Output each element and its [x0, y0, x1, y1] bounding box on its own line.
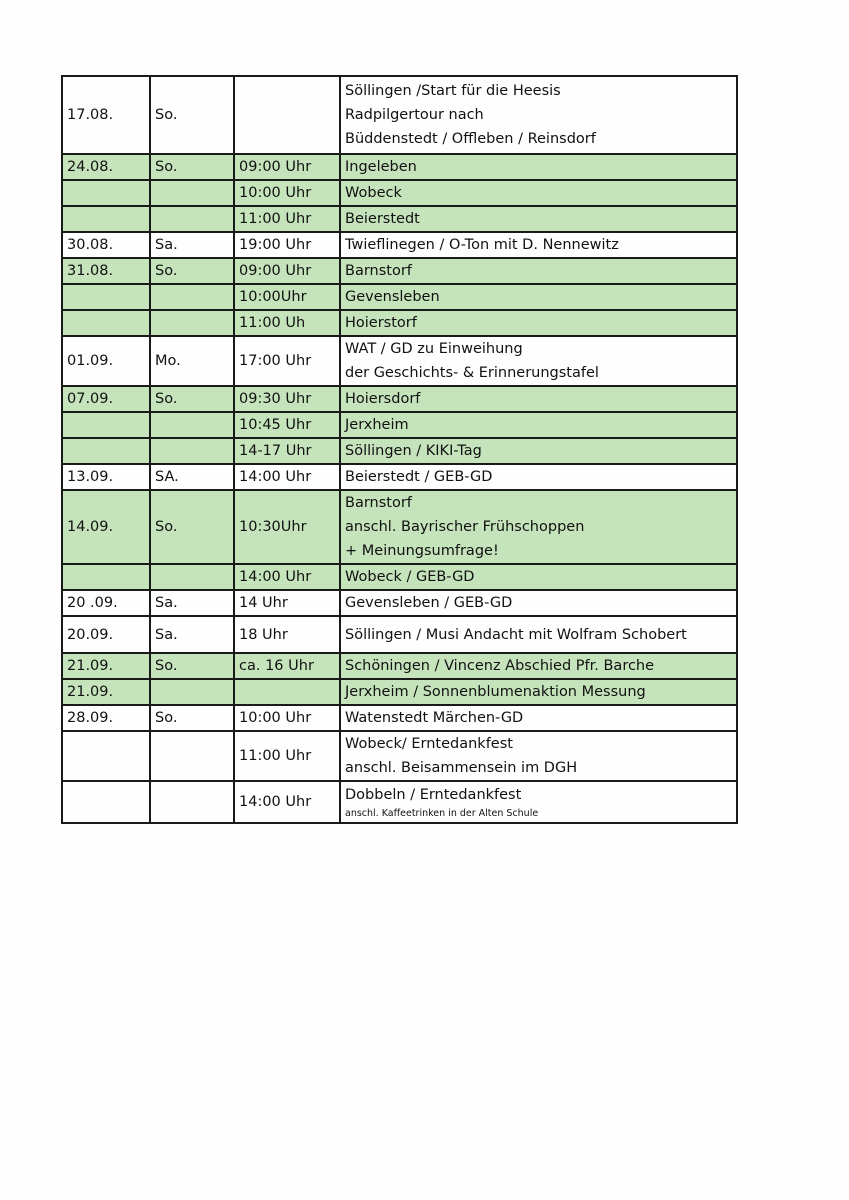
- event-description-line: Radpilgertour nach: [345, 107, 484, 123]
- event-description: [340, 206, 737, 232]
- event-description-line: Beierstedt / GEB-GD: [345, 469, 493, 485]
- event-description: [340, 731, 737, 781]
- event-time: 14:00 Uhr: [234, 464, 340, 490]
- event-time: 10:00 Uhr: [234, 705, 340, 731]
- event-description: [340, 679, 737, 705]
- event-time: 19:00 Uhr: [234, 232, 340, 258]
- event-time: 10:00Uhr: [234, 284, 340, 310]
- event-date: [62, 412, 150, 438]
- event-description-line: Twieflinegen / O-Ton mit D. Nennewitz: [345, 237, 619, 253]
- event-description-line: Barnstorf: [345, 495, 412, 511]
- table-row: [62, 386, 737, 412]
- event-weekday: [150, 438, 234, 464]
- event-date: [62, 310, 150, 336]
- table-row: [62, 154, 737, 180]
- event-description: [340, 616, 737, 653]
- table-row: [62, 180, 737, 206]
- event-time: ca. 16 Uhr: [234, 653, 340, 679]
- event-description-line: Hoiersdorf: [345, 391, 421, 407]
- table-row: [62, 284, 737, 310]
- table-row: [62, 464, 737, 490]
- event-date: 31.08.: [62, 258, 150, 284]
- event-date: [62, 781, 150, 823]
- event-weekday: [150, 412, 234, 438]
- table-row: [62, 310, 737, 336]
- event-description: [340, 412, 737, 438]
- event-weekday: So.: [150, 76, 234, 154]
- event-weekday: [150, 564, 234, 590]
- event-time: 14 Uhr: [234, 590, 340, 616]
- event-date: 21.09.: [62, 653, 150, 679]
- event-schedule-table: [61, 75, 738, 824]
- event-weekday: Sa.: [150, 590, 234, 616]
- event-date: 17.08.: [62, 76, 150, 154]
- event-weekday: So.: [150, 154, 234, 180]
- event-weekday: [150, 180, 234, 206]
- event-description-line: anschl. Bayrischer Frühschoppen: [345, 519, 585, 535]
- event-description-line: Beierstedt: [345, 211, 420, 227]
- table-row: [62, 336, 737, 386]
- event-weekday: Sa.: [150, 616, 234, 653]
- event-description-line: Jerxheim: [345, 417, 409, 433]
- event-time: 09:30 Uhr: [234, 386, 340, 412]
- event-date: [62, 180, 150, 206]
- event-weekday: [150, 310, 234, 336]
- event-description-line: Watenstedt Märchen-GD: [345, 710, 524, 726]
- event-date: 20 .09.: [62, 590, 150, 616]
- event-description-line: Söllingen / Musi Andacht mit Wolfram Schobert: [345, 626, 687, 643]
- event-date: [62, 731, 150, 781]
- table-row: [62, 412, 737, 438]
- event-description: [340, 232, 737, 258]
- event-description: [340, 76, 737, 154]
- schedule-body: [62, 76, 737, 823]
- table-row: [62, 731, 737, 781]
- event-date: 28.09.: [62, 705, 150, 731]
- event-description: [340, 284, 737, 310]
- event-description-line: Wobeck / GEB-GD: [345, 569, 475, 585]
- table-row: [62, 590, 737, 616]
- event-time: 10:30Uhr: [234, 490, 340, 564]
- event-description: [340, 154, 737, 180]
- event-description: [340, 705, 737, 731]
- event-description: [340, 180, 737, 206]
- event-description-line: + Meinungsumfrage!: [345, 543, 499, 559]
- event-weekday: SA.: [150, 464, 234, 490]
- event-time: 09:00 Uhr: [234, 154, 340, 180]
- event-description-line: der Geschichts- & Erinnerungstafel: [345, 365, 599, 381]
- event-time: [234, 76, 340, 154]
- table-row: [62, 258, 737, 284]
- event-time: 09:00 Uhr: [234, 258, 340, 284]
- event-description: [340, 590, 737, 616]
- event-weekday: So.: [150, 258, 234, 284]
- event-date: 30.08.: [62, 232, 150, 258]
- event-description-line: Gevensleben: [345, 289, 440, 305]
- event-time: 14-17 Uhr: [234, 438, 340, 464]
- event-description-note: anschl. Kaffeetrinken in der Alten Schule: [345, 808, 539, 819]
- event-date: 21.09.: [62, 679, 150, 705]
- event-description-line: Söllingen / KIKI-Tag: [345, 443, 482, 459]
- event-description-line: Dobbeln / Erntedankfest: [345, 787, 522, 803]
- event-time: [234, 679, 340, 705]
- event-weekday: So.: [150, 386, 234, 412]
- event-description: [340, 336, 737, 386]
- event-weekday: Sa.: [150, 232, 234, 258]
- table-row: [62, 705, 737, 731]
- table-row: [62, 438, 737, 464]
- event-date: 01.09.: [62, 336, 150, 386]
- event-date: 14.09.: [62, 490, 150, 564]
- table-row: [62, 232, 737, 258]
- event-time: 10:00 Uhr: [234, 180, 340, 206]
- event-date: 24.08.: [62, 154, 150, 180]
- event-description: [340, 438, 737, 464]
- event-time: 18 Uhr: [234, 616, 340, 653]
- event-description-line: Wobeck/ Erntedankfest: [345, 736, 513, 752]
- event-description-line: Jerxheim / Sonnenblumenaktion Messung: [345, 684, 646, 700]
- event-description-line: Ingeleben: [345, 159, 417, 175]
- event-description-line: Barnstorf: [345, 263, 412, 279]
- event-date: 07.09.: [62, 386, 150, 412]
- event-description: [340, 490, 737, 564]
- event-time: 10:45 Uhr: [234, 412, 340, 438]
- event-weekday: [150, 679, 234, 705]
- table-row: [62, 653, 737, 679]
- event-description-line: Hoierstorf: [345, 315, 417, 331]
- table-row: [62, 564, 737, 590]
- event-description: [340, 258, 737, 284]
- event-description-line: Schöningen / Vincenz Abschied Pfr. Barche: [345, 658, 655, 674]
- event-description: [340, 386, 737, 412]
- table-row: [62, 679, 737, 705]
- event-description: [340, 464, 737, 490]
- event-weekday: [150, 781, 234, 823]
- event-date: [62, 206, 150, 232]
- event-weekday: So.: [150, 653, 234, 679]
- event-date: 13.09.: [62, 464, 150, 490]
- event-time: 17:00 Uhr: [234, 336, 340, 386]
- table-row: [62, 76, 737, 154]
- event-date: [62, 438, 150, 464]
- event-description: [340, 781, 737, 823]
- event-description: [340, 310, 737, 336]
- table-row: [62, 781, 737, 823]
- event-description-line: anschl. Beisammensein im DGH: [345, 760, 578, 776]
- event-description: [340, 564, 737, 590]
- event-description-line: Büddenstedt / Offleben / Reinsdorf: [345, 131, 596, 147]
- event-description-line: Gevensleben / GEB-GD: [345, 595, 513, 611]
- event-weekday: So.: [150, 490, 234, 564]
- event-weekday: So.: [150, 705, 234, 731]
- table-row: [62, 206, 737, 232]
- event-weekday: [150, 206, 234, 232]
- event-time: 11:00 Uhr: [234, 731, 340, 781]
- event-date: 20.09.: [62, 616, 150, 653]
- event-time: 11:00 Uhr: [234, 206, 340, 232]
- table-row: [62, 616, 737, 653]
- table-row: [62, 490, 737, 564]
- event-date: [62, 564, 150, 590]
- event-description-line: Wobeck: [345, 185, 402, 201]
- event-weekday: [150, 284, 234, 310]
- event-weekday: Mo.: [150, 336, 234, 386]
- event-date: [62, 284, 150, 310]
- event-time: 14:00 Uhr: [234, 564, 340, 590]
- event-description-line: Söllingen /Start für die Heesis: [345, 83, 561, 99]
- event-description-line: WAT / GD zu Einweihung: [345, 341, 523, 357]
- event-time: 14:00 Uhr: [234, 781, 340, 823]
- event-time: 11:00 Uh: [234, 310, 340, 336]
- event-description: [340, 653, 737, 679]
- event-weekday: [150, 731, 234, 781]
